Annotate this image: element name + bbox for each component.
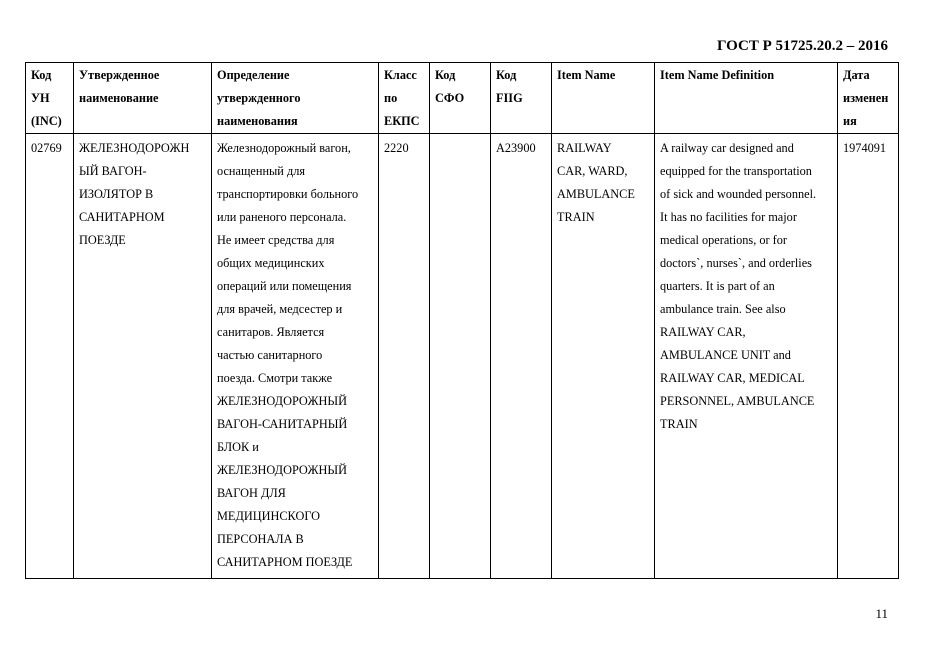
column-header-inc: Код УН (INC) bbox=[26, 63, 74, 134]
cell-class: 2220 bbox=[379, 134, 430, 579]
column-header-item-name: Item Name bbox=[552, 63, 655, 134]
column-header-approved-name: Утвержденное наименование bbox=[74, 63, 212, 134]
table-header-row bbox=[26, 63, 899, 134]
column-header-definition: Определение утвержденного наименования bbox=[212, 63, 379, 134]
cell-fiig: A23900 bbox=[491, 134, 552, 579]
table-row bbox=[26, 134, 899, 579]
cell-item-name: RAILWAY CAR, WARD, AMBULANCE TRAIN bbox=[552, 134, 655, 579]
column-header-fiig: Код FIIG bbox=[491, 63, 552, 134]
document-header: ГОСТ Р 51725.20.2 – 2016 bbox=[716, 38, 888, 54]
cell-definition: Железнодорожный вагон, оснащенный для транспортировки больного или раненого персонала. Не имеет средства для общих медицинских операций или помещения для врачей, медсестер и санитаров. Является частью санитарного поезда. Смотри также ЖЕЛЕЗНОДОРОЖНЫЙ ВАГОН-САНИТАРНЫЙ БЛОК и ЖЕЛЕЗНОДОРОЖНЫЙ ВАГОН ДЛЯ МЕДИЦИНСКОГО ПЕРСОНАЛА В САНИТАРНОМ ПОЕЗДЕ bbox=[212, 134, 379, 579]
column-header-sfo: Код СФО bbox=[430, 63, 491, 134]
cell-inc: 02769 bbox=[26, 134, 74, 579]
catalog-table bbox=[25, 62, 899, 579]
cell-item-definition: A railway car designed and equipped for the transportation of sick and wounded personnel. It has no facilities for major medical operations, or for doctors`, nurses`, and orderlies quarters. It is part of an ambulance train. See also RAILWAY CAR, AMBULANCE UNIT and RAILWAY CAR, MEDICAL PERSONNEL, AMBULANCE TRAIN bbox=[655, 134, 838, 579]
cell-approved-name: ЖЕЛЕЗНОДОРОЖН ЫЙ ВАГОН- ИЗОЛЯТОР В САНИТАРНОМ ПОЕЗДЕ bbox=[74, 134, 212, 579]
column-header-item-definition: Item Name Definition bbox=[655, 63, 838, 134]
page-number: 11 bbox=[875, 606, 888, 621]
cell-sfo bbox=[430, 134, 491, 579]
cell-change-date: 1974091 bbox=[838, 134, 899, 579]
column-header-class: Класс по ЕКПС bbox=[379, 63, 430, 134]
column-header-change-date: Дата изменен ия bbox=[838, 63, 899, 134]
